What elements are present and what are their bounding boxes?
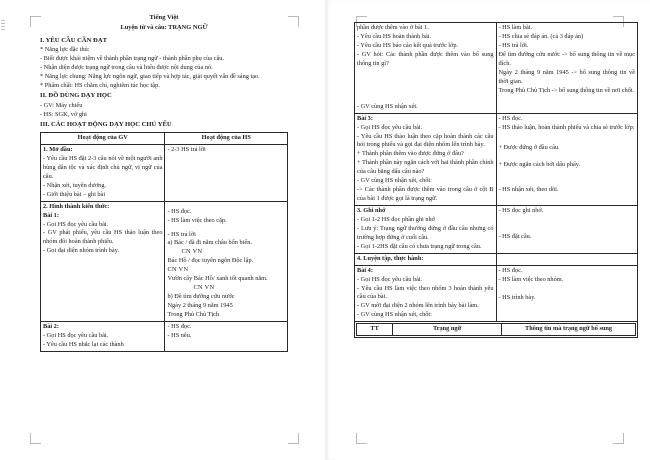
rr2-gv-line-7: -> Các thành phần được thêm vào trong câu ở cột B của bài 1 được gọi là trạng ngữ. bbox=[357, 186, 494, 203]
rr5-hs-line-2: - HS làm việc theo nhóm. bbox=[498, 275, 564, 283]
rr1-gv-line-1: phần được thêm vào ở bài 1. bbox=[357, 24, 429, 31]
cell-hs-row1 bbox=[165, 145, 288, 202]
crop-mark-bottom-right bbox=[288, 433, 299, 444]
cell-hs-row2 bbox=[165, 201, 288, 321]
row2-gv-line-4: - GV phát phiếu, yêu cầu HS thảo luận theo nhóm đôi hoàn thành phiếu. bbox=[43, 229, 163, 246]
rr3-gv-line-1: 3. Ghi nhớ bbox=[357, 207, 386, 214]
cell-gv-row2 bbox=[41, 201, 165, 321]
rr2-gv-line-2: - Gọi HS đọc yêu cầu bài. bbox=[357, 123, 423, 131]
section-heading-iii: III. CÁC HOẠT ĐỘNG DẠY HỌC CHỦ YẾU bbox=[40, 121, 172, 129]
inner-column-header-trang-ngu: Trạng ngữ bbox=[393, 324, 502, 336]
rr5-gv-line-4: - GV mời đại diện 2 nhóm lên trình bày bài làm. bbox=[357, 302, 479, 310]
cell-gv-rr1 bbox=[355, 23, 497, 114]
rr1-gv-line-5: - GV cùng HS nhận xét. bbox=[357, 102, 418, 110]
rr2-hs-line-2: - HS thảo luận, hoàn thành phiếu và chia sẻ trước lớp: bbox=[498, 123, 635, 131]
table-row bbox=[355, 206, 638, 254]
table-row bbox=[355, 253, 638, 265]
row1-hs-line-1: - 2-3 HS trả lời bbox=[167, 146, 206, 154]
rr5-gv-line-5: - GV cùng HS nhận xét, chốt: bbox=[357, 311, 432, 319]
inner-column-header-thong-tin: Thông tin mà trạng ngữ bổ sung bbox=[502, 324, 636, 336]
row3-hs-line-1: - HS đọc. bbox=[167, 322, 192, 330]
row2-hs-line-2: - HS làm việc theo cặp. bbox=[167, 216, 227, 224]
crop-mark-top-right bbox=[288, 16, 299, 27]
table-row bbox=[41, 145, 288, 202]
row3-gv-line-1: Bài 2: bbox=[43, 322, 59, 330]
activities-table-left bbox=[40, 132, 288, 352]
cell-gv-rr4 bbox=[355, 253, 497, 265]
rr5-hs-line-3: - HS trình bày. bbox=[498, 293, 536, 301]
row1-gv-line-4: - Giới thiệu bài – ghi bài bbox=[43, 190, 106, 198]
row2-hs-line-12: Trong Phủ Chủ Tịch bbox=[167, 310, 220, 318]
row2-gv-line-1: 2. Hình thành kiến thức: bbox=[43, 202, 110, 210]
cell-hs-rr2 bbox=[496, 113, 638, 205]
table-row bbox=[355, 265, 638, 322]
table-header-row bbox=[41, 133, 288, 145]
row2-hs-line-5: CN VN bbox=[181, 248, 203, 256]
row3-gv-line-3: - Yêu cầu HS nhắc lại các thành bbox=[43, 340, 124, 348]
row1-gv-line-2: - Yêu cầu HS đặt 2-3 câu nói về một người anh hùng dân tộc và xác định chủ ngữ, vị ngữ của câu. bbox=[43, 154, 163, 180]
table-row bbox=[41, 201, 288, 321]
cell-hs-row3 bbox=[165, 321, 288, 351]
inner-column-header-tt: TT bbox=[357, 324, 393, 336]
rr1-hs-line-5: Ngày 2 tháng 9 năm 1945 -> bổ sung thông tin về thời gian. bbox=[498, 68, 635, 85]
cell-gv-rr3 bbox=[355, 206, 497, 254]
column-header-hs: Hoạt động của HS bbox=[165, 133, 288, 145]
row3-hs-line-2: - HS nêu. bbox=[167, 331, 192, 339]
section-heading-ii: II. ĐỒ DÙNG DẠY HỌC bbox=[40, 92, 112, 100]
page-right-content bbox=[354, 14, 638, 446]
rr3-gv-line-4: - Gọi 1-2HS đặt câu có chưa trạng ngữ trong câu. bbox=[357, 242, 482, 250]
row2-hs-line-4: a) Bác / đã đi năm châu bốn biển. bbox=[167, 239, 252, 247]
rr3-gv-line-2: - Gọi 1-2 HS đọc phần ghi nhớ bbox=[357, 215, 436, 223]
document-subtitle: Luyện từ và câu: TRẠNG NGỮ bbox=[120, 23, 208, 31]
rr2-gv-line-1: Bài 3: bbox=[357, 114, 373, 122]
row1-gv-line-1: 1. Mở đầu: bbox=[43, 146, 73, 154]
row2-hs-line-1: - HS đọc. bbox=[167, 207, 192, 215]
page-left-content bbox=[40, 14, 288, 446]
row2-hs-line-6: Bác Hồ / đọc tuyên ngôn Độc lập. bbox=[167, 257, 254, 265]
rr1-gv-line-2: - Yêu cầu HS hoàn thành bài. bbox=[357, 32, 432, 40]
rr3-hs-line-2: - HS đặt câu. bbox=[498, 232, 532, 240]
rr1-hs-line-1: - HS làm bài. bbox=[498, 24, 533, 31]
row2-hs-line-10: b) Đề tìm đường cứu nước bbox=[167, 293, 235, 301]
row2-gv-line-2: Bài 1: bbox=[43, 211, 59, 219]
section-ii-line-1: - GV: Máy chiếu bbox=[40, 101, 83, 109]
cell-gv-row1 bbox=[41, 145, 165, 202]
page-right bbox=[325, 0, 650, 460]
table-row-nested-header bbox=[355, 322, 638, 338]
row2-gv-line-5: - Gọi đại diện nhóm trình bày. bbox=[43, 247, 120, 255]
document-title: Tiếng Việt bbox=[149, 14, 179, 21]
cell-hs-rr4 bbox=[496, 253, 638, 265]
section-i-line-1: * Năng lực đặc thù: bbox=[40, 46, 90, 54]
section-heading-i: I. YÊU CẦU CẦN ĐẠT bbox=[40, 36, 107, 44]
table-row bbox=[355, 113, 638, 205]
cell-gv-row3 bbox=[41, 321, 165, 351]
rr4-gv-line-1: 4. Luyện tập, thực hành: bbox=[357, 254, 424, 262]
row3-gv-line-2: - Gọi HS đọc yêu cầu bài. bbox=[43, 331, 109, 339]
rr1-hs-line-6: Trong Phủ Chủ Tịch -> bổ sung thông tin về nơi chốt. bbox=[498, 86, 635, 94]
section-i-line-2: - Biết được khái niệm về thành phần trạng ngữ - thành phần phụ của câu. bbox=[40, 55, 224, 63]
row2-gv-line-3: - Gọi HS đọc yêu cầu bài. bbox=[43, 220, 109, 228]
rr2-gv-line-3: - Yêu cầu HS thảo luận theo cặp hoàn thành các câu hỏi trong phiếu và gọi đại diện nhóm lên trình bày. bbox=[357, 132, 494, 149]
rr2-hs-line-5: - HS nhận xét, theo dõi. bbox=[498, 186, 559, 194]
rr2-gv-line-6: - GV cùng HS nhận xét, chốt: bbox=[357, 177, 432, 185]
trang-ngu-inner-table bbox=[356, 323, 636, 336]
rr1-hs-line-4: Để tìm đường cứu nước -> bổ sung thông tin về mục đích. bbox=[498, 50, 635, 67]
rr3-hs-line-1: - HS đọc ghi nhớ. bbox=[498, 207, 544, 214]
rr2-hs-line-3: + Được đứng ở đầu câu. bbox=[498, 143, 560, 151]
rr1-gv-line-3: - Yêu cầu HS báo cáo kết quả trước lớp. bbox=[357, 41, 459, 49]
cell-gv-rr2 bbox=[355, 113, 497, 205]
cell-hs-rr3 bbox=[496, 206, 638, 254]
inner-table-header-row bbox=[357, 324, 636, 336]
edge-ruler-ticks bbox=[1, 20, 5, 32]
row2-hs-line-11: Ngày 2 tháng 9 năm 1945 bbox=[167, 302, 233, 310]
rr1-hs-line-2: - HS chia sẻ đáp án. (cả 3 đáp án) bbox=[498, 32, 584, 40]
rr3-gv-line-3: - Lưu ý: Trạng ngữ thường đứng ở đầu câu nhưng có trường hợp đứng ở cuối câu. bbox=[357, 224, 494, 241]
cell-gv-rr5 bbox=[355, 265, 497, 322]
rr2-gv-line-5: + Thành phần này ngăn cách với hai thành phần chính của câu bằng dấu câu nào? bbox=[357, 159, 494, 176]
cell-hs-rr1 bbox=[496, 23, 638, 114]
cell-nested-table bbox=[355, 322, 638, 338]
rr2-gv-line-4: + Thành phần thêm vào được đứng ở đâu? bbox=[357, 150, 464, 158]
section-i-line-3: - Nhận diện được trạng ngữ trong câu và hiểu được nội dung của nó. bbox=[40, 63, 213, 71]
row1-gv-line-3: - Nhận xét, tuyên dương. bbox=[43, 181, 107, 189]
table-row bbox=[355, 23, 638, 114]
cell-hs-rr5 bbox=[496, 265, 638, 322]
rr1-gv-line-4: - GV hỏi: Các thành phần được thêm vào bổ sung thông tin gì? bbox=[357, 50, 494, 67]
row2-hs-line-8: Vườn cây Bác Hồ/ xanh tốt quanh năm. bbox=[167, 275, 268, 283]
section-ii-line-2: - HS: SGK, vở ghi bbox=[40, 110, 87, 118]
column-header-gv: Hoạt động của GV bbox=[41, 133, 165, 145]
rr2-hs-line-1: - HS đọc. bbox=[498, 114, 523, 122]
rr5-gv-line-3: - Yêu cầu HS làm việc theo nhóm 3 hoàn thành yêu cầu của bài. bbox=[357, 284, 494, 301]
section-i-line-5: * Phẩm chất: HS chăm chỉ, nghiêm túc học tập. bbox=[40, 81, 160, 89]
rr5-hs-line-1: - HS đọc. bbox=[498, 266, 523, 274]
rr5-gv-line-1: Bài 4: bbox=[357, 266, 373, 274]
section-i-line-4: * Năng lực chung: Năng lực ngôn ngữ, giao tiếp và hợp tác, giải quyết vấn đề sáng tạo. bbox=[40, 72, 260, 80]
rr1-hs-line-3: - HS trả lời. bbox=[498, 41, 529, 49]
row2-hs-line-9: CN VN bbox=[193, 284, 215, 292]
row2-hs-line-3: - HS trả lời bbox=[167, 230, 196, 238]
table-row bbox=[41, 321, 288, 351]
rr2-hs-line-4: + Được ngăn cách bởi dấu phẩy. bbox=[498, 161, 581, 169]
rr5-gv-line-2: - Gọi HS đọc yêu cầu bài. bbox=[357, 275, 423, 283]
row2-hs-line-7: CN VN bbox=[167, 266, 189, 274]
activities-table-right bbox=[354, 22, 638, 338]
